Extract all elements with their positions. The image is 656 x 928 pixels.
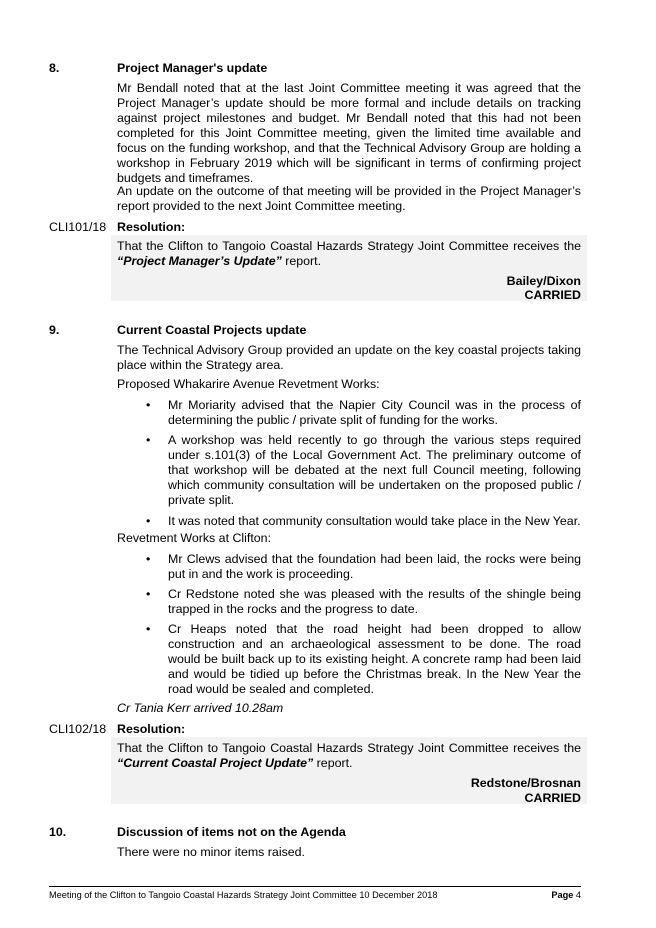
resolution-2-label: Resolution: [117, 722, 186, 736]
resolution-1-status: CARRIED [524, 288, 581, 302]
section-9-intro: The Technical Advisory Group provided an update on the key coastal projects taking place within the Strategy area. [117, 343, 581, 372]
footer-rule [49, 886, 581, 887]
resolution-2-report-name: “Current Coastal Project Update” [117, 756, 314, 770]
resolution-2-movers: Redstone/Brosnan [470, 776, 581, 790]
section-8-paragraph-2: An update on the outcome of that meeting will be provided in the Project Manager’s report provided to the next Joint Committee meeting. [117, 184, 581, 213]
bullet-list-whakarire [146, 398, 581, 529]
list-item: • Mr Clews advised that the foundation had been laid, the rocks were being put in and the work is proceeding. [146, 552, 581, 582]
section-10-number: 10. [49, 825, 67, 839]
resolution-2-status: CARRIED [524, 791, 581, 805]
section-9-number: 9. [49, 323, 60, 337]
section-10-text: There were no minor items raised. [117, 845, 305, 859]
footer-page [480, 890, 581, 901]
section-10-title: Discussion of items not on the Agenda [117, 825, 346, 839]
resolution-1-ref: CLI101/18 [49, 220, 107, 234]
resolution-1-text: That the Clifton to Tangoio Coastal Hazards Strategy Joint Committee receives the “Project Manager’s Update” report. [117, 239, 581, 268]
section-8-number: 8. [49, 61, 60, 75]
resolution-2-ref: CLI102/18 [49, 722, 107, 736]
section-9-subheading-2: Revetment Works at Clifton: [117, 531, 272, 545]
footer-page-label: Page [551, 890, 574, 900]
arrival-note: Cr Tania Kerr arrived 10.28am [117, 701, 284, 715]
footer-meeting-title: Meeting of the Clifton to Tangoio Coastal Hazards Strategy Joint Committee 10 December 2018 [49, 890, 438, 900]
resolution-1-label: Resolution: [117, 220, 186, 234]
section-8-paragraph-1: Mr Bendall noted that at the last Joint Committee meeting it was agreed that the Project Manager’s update should be more formal and include details on tracking against project milestones and budget. Mr Bendall noted that this had not been completed for this Joint Committee meeting, given the limited time available and focus on the funding workshop, and that the Technical Advisory Group are holding a workshop in February 2019 which will be significant in terms of confirming project budgets and timeframes. [117, 81, 581, 185]
list-item: • It was noted that community consultation would take place in the New Year. [146, 514, 581, 529]
resolution-1-report-name: “Project Manager’s Update” [117, 254, 282, 268]
list-item: • Cr Redstone noted she was pleased with the results of the shingle being trapped in the rocks and the progress to date. [146, 587, 581, 617]
list-item: • A workshop was held recently to go through the various steps required under s.101(3) of the Local Government Act. The preliminary outcome of that workshop will be debated at the next full Council meeting, following which community consultation will be undertaken on the proposed public / private split. [146, 433, 581, 508]
list-item: • Mr Moriarity advised that the Napier City Council was in the process of determining the public / private split of funding for the works. [146, 398, 581, 428]
resolution-1-movers: Bailey/Dixon [506, 274, 581, 288]
section-8-title: Project Manager's update [117, 61, 268, 75]
section-9-subheading-1: Proposed Whakarire Avenue Revetment Works: [117, 377, 380, 391]
bullet-list-clifton [146, 552, 581, 697]
section-9-title: Current Coastal Projects update [117, 323, 307, 337]
list-item: • Cr Heaps noted that the road height had been dropped to allow construction and an archaeological assessment to be done. The road would be built back up to its existing height. A concrete ramp had been laid and would be tidied up before the Christmas break. In the New Year the road would be sealed and completed. [146, 622, 581, 697]
resolution-2-text: That the Clifton to Tangoio Coastal Hazards Strategy Joint Committee receives the “Current Coastal Project Update” report. [117, 741, 581, 770]
footer-page-number: 4 [575, 890, 581, 900]
